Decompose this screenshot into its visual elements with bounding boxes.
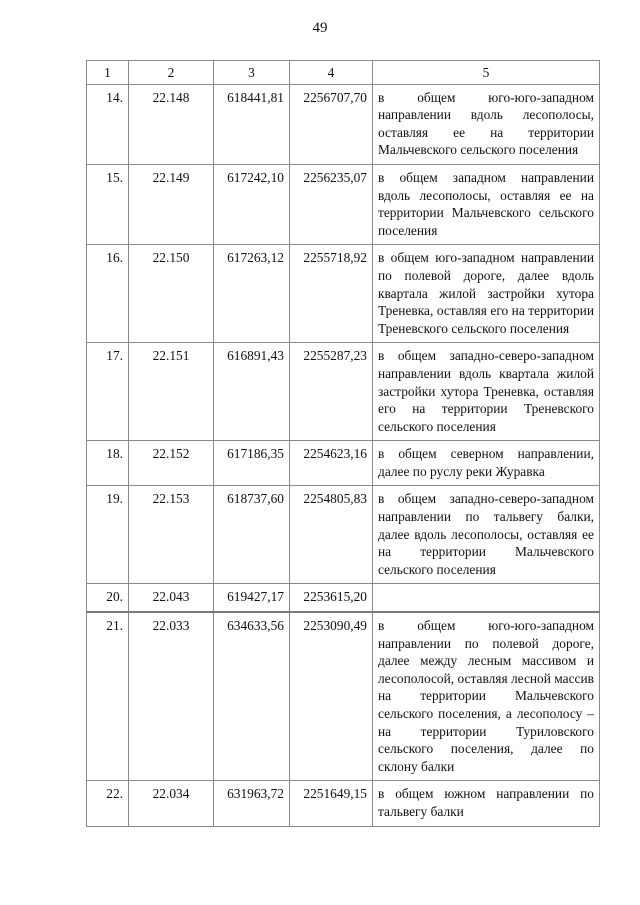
coordinate-y: 2256235,07 (290, 164, 373, 244)
coordinate-x: 617263,12 (214, 245, 290, 343)
table-row (87, 164, 600, 244)
point-id: 22.153 (129, 486, 214, 584)
coordinate-x: 618737,60 (214, 486, 290, 584)
table-row (87, 343, 600, 441)
coordinate-x: 618441,81 (214, 84, 290, 164)
header-col-1: 1 (87, 61, 129, 85)
boundary-description: в общем западном направлении вдоль лесополосы, оставляя ее на территории Мальчевского сельского поселения (373, 164, 600, 244)
header-col-3: 3 (214, 61, 290, 85)
table-row (87, 781, 600, 826)
header-col-5: 5 (373, 61, 600, 85)
boundary-description (373, 584, 600, 612)
row-number: 17. (87, 343, 129, 441)
row-number: 18. (87, 441, 129, 486)
coordinate-x: 616891,43 (214, 343, 290, 441)
boundary-points-table (86, 60, 600, 827)
row-number: 16. (87, 245, 129, 343)
coordinate-y: 2254805,83 (290, 486, 373, 584)
row-number: 20. (87, 584, 129, 612)
point-id: 22.148 (129, 84, 214, 164)
boundary-description: в общем южном направлении по тальвегу балки (373, 781, 600, 826)
table-header-row (87, 61, 600, 85)
row-number: 22. (87, 781, 129, 826)
table-row (87, 245, 600, 343)
coordinate-y: 2253615,20 (290, 584, 373, 612)
coordinate-y: 2253090,49 (290, 612, 373, 781)
coordinate-x: 619427,17 (214, 584, 290, 612)
row-number: 19. (87, 486, 129, 584)
boundary-description: в общем северном направлении, далее по руслу реки Журавка (373, 441, 600, 486)
boundary-description: в общем юго-юго-западном направлении вдоль лесополосы, оставляя ее на территории Мальчевского сельского поселения (373, 84, 600, 164)
point-id: 22.033 (129, 612, 214, 781)
coordinate-y: 2255718,92 (290, 245, 373, 343)
boundary-description: в общем западно-северо-западном направлении вдоль квартала жилой застройки хутора Треневка, оставляя его на территории Треневского сельского поселения (373, 343, 600, 441)
boundary-description: в общем западно-северо-западном направлении по тальвегу балки, далее вдоль лесополосы, оставляя ее на территории Мальчевского сельского поселения (373, 486, 600, 584)
coordinate-y: 2254623,16 (290, 441, 373, 486)
point-id: 22.149 (129, 164, 214, 244)
table-row (87, 612, 600, 781)
coordinate-y: 2255287,23 (290, 343, 373, 441)
point-id: 22.152 (129, 441, 214, 486)
coordinate-x: 617242,10 (214, 164, 290, 244)
row-number: 14. (87, 84, 129, 164)
row-number: 15. (87, 164, 129, 244)
point-id: 22.151 (129, 343, 214, 441)
table-row (87, 584, 600, 612)
page-number: 49 (312, 20, 328, 36)
point-id: 22.034 (129, 781, 214, 826)
point-id: 22.043 (129, 584, 214, 612)
point-id: 22.150 (129, 245, 214, 343)
header-col-2: 2 (129, 61, 214, 85)
coordinate-y: 2256707,70 (290, 84, 373, 164)
header-col-4: 4 (290, 61, 373, 85)
row-number: 21. (87, 612, 129, 781)
coordinate-x: 617186,35 (214, 441, 290, 486)
boundary-description: в общем юго-западном направлении по полевой дороге, далее вдоль квартала жилой застройки хутора Треневка, оставляя его на территории Треневского сельского поселения (373, 245, 600, 343)
table-row (87, 441, 600, 486)
coordinate-x: 634633,56 (214, 612, 290, 781)
coordinate-y: 2251649,15 (290, 781, 373, 826)
table-row (87, 84, 600, 164)
table-row (87, 486, 600, 584)
boundary-description: в общем юго-юго-западном направлении по полевой дороге, далее между лесным массивом и лесополосой, оставляя лесной массив на территории Мальчевского сельского поселения, а лесополосу – на территории Туриловского сельского поселения, далее по склону балки (373, 612, 600, 781)
coordinate-x: 631963,72 (214, 781, 290, 826)
